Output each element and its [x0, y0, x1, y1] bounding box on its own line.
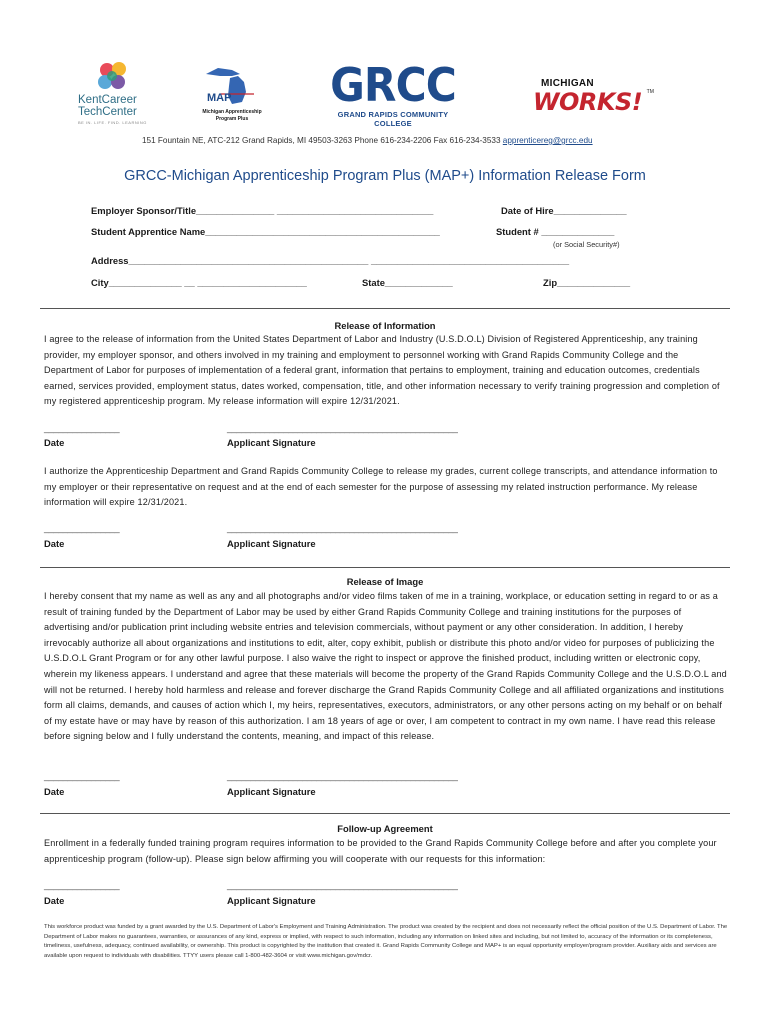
followup-paragraph: Enrollment in a federally funded training program requires information to be provided to the Grand Rapids Community College before and after you complete your apprenticeship program (follow-up). Please sign below affirming you will cooperate with our requests for this information: — [44, 838, 717, 864]
date-label: Date — [44, 895, 65, 906]
kent-career-techcenter-logo — [78, 60, 152, 125]
divider — [40, 813, 730, 814]
signature-label: Applicant Signature — [227, 786, 316, 797]
contact-text: 151 Fountain NE, ATC-212 Grand Rapids, MI 49503-3263 Phone 616-234-2206 Fax 616-234-3533 — [142, 136, 503, 145]
michigan-works-logo — [533, 78, 654, 116]
grcc-logo — [318, 60, 468, 128]
signature-line[interactable]: _________________________________________________ — [227, 523, 458, 533]
signature-line[interactable]: _________________________________________________ — [227, 423, 458, 433]
student-apprentice-name-field[interactable]: Student Apprentice Name_____________________________________________ — [91, 226, 440, 237]
kent-line1: KentCareer — [78, 94, 137, 106]
release-image-paragraph: I hereby consent that my name as well as any and all photographs and/or video films taken of me in a training, workplace, or education setting in regard to or as a result of training funded by the Department of Labor may be used by either Grand Rapids Community College and training institutions for the purposes of advertising and/or publication print including website entries and television commercials, without payment or any other consideration. In addition, I hereby irrevocably authorize all about organizations and institutions to edit, alter, copy exhibit, publish or distribute this photo and/or video for purposes of publicizing the U.S.D.O.L Grant Program or for any other lawful purpose. I also waive the right to inspect or approve the finished product, including written or electronic copy, wherein my likeness appears. I understand and agree that these materials will become the property of the Grand Rapids Community College and the U.S.D.O.L and will not be returned. I hereby hold harmless and release and forever discharge the Grand Rapids Community College and all affiliated organizations and institutions form all claims, demands, and causes of action which I, my heirs, representatives, executors, administrators, or any other persons acting on my behalf or on behalf of my estate have or may have by reason of this authorization. I am 18 years of age or over, I am competent to contract in my own name. I have read this release before signing below and I fully understand the contents, meaning, and impact of this release. — [44, 591, 727, 742]
date-label: Date — [44, 538, 65, 549]
date-label: Date — [44, 437, 65, 448]
mw-top: MICHIGAN — [541, 78, 594, 89]
date-of-hire-field[interactable]: Date of Hire______________ — [501, 205, 627, 216]
signature-label: Applicant Signature — [227, 437, 316, 448]
kent-tagline: BE IN. LIFE. FIND. LEARNING — [78, 120, 147, 125]
date-line[interactable]: ________________ — [44, 523, 120, 533]
employer-sponsor-field[interactable]: Employer Sponsor/Title_______________ ______________________________ — [91, 205, 434, 216]
signature-label: Applicant Signature — [227, 895, 316, 906]
mw-tm: TM — [646, 89, 654, 95]
date-label: Date — [44, 786, 65, 797]
mw-works: WORKS! — [533, 88, 643, 116]
transcripts-paragraph: I authorize the Apprenticeship Department and Grand Rapids Community College to release my grades, current college transcripts, and attendance information to my employer or their representative on request and at the end of each semester for the purpose of assessing my related instruction performance. My release information will expire 12/31/2021. — [44, 466, 718, 508]
signature-label: Applicant Signature — [227, 538, 316, 549]
form-title: GRCC-Michigan Apprenticeship Program Plus (MAP+) Information Release Form — [124, 168, 646, 184]
date-line[interactable]: ________________ — [44, 771, 120, 781]
date-line[interactable]: ________________ — [44, 423, 120, 433]
map-sub1: Michigan Apprenticeship — [202, 109, 262, 115]
ssn-note: (or Social Security#) — [553, 240, 620, 249]
release-information-title: Release of Information — [334, 320, 436, 331]
signature-line[interactable]: _________________________________________________ — [227, 771, 458, 781]
signature-line[interactable]: _________________________________________________ — [227, 880, 458, 890]
divider — [40, 567, 730, 568]
student-number-field[interactable]: Student # ______________ — [496, 226, 615, 237]
release-information-paragraph: I agree to the release of information from the United States Department of Labor and Industry (U.S.D.O.L) Division of Registered Apprenticeship, any training provider, my employer sponsor, and others involved in my training and employment to personnel working with Grand Rapids Community College and the Department of Labor for purposes of implementation of a federal grant, information that pertains to employment, training and education outcomes, credentials earned, services provided, employment status, dates worked, compensation, title, and other information necessary to verify training progression and completion of my registered apprenticeship program. My release information will expire 12/31/2021. — [44, 334, 720, 407]
grcc-subtitle: GRAND RAPIDS COMMUNITY COLLEGE — [337, 110, 449, 128]
map-sub2: Program Plus — [215, 116, 249, 122]
contact-line — [142, 136, 593, 145]
followup-title: Follow-up Agreement — [337, 823, 433, 834]
map-plus-logo — [198, 64, 266, 122]
zip-field[interactable]: Zip______________ — [543, 277, 631, 288]
contact-email-link[interactable]: apprenticereg@grcc.edu — [502, 136, 593, 145]
map-name: MAP — [207, 92, 232, 104]
date-line[interactable]: ________________ — [44, 880, 120, 890]
grcc-wordmark: GRCC — [330, 58, 456, 112]
city-field[interactable]: City______________ __ _____________________ — [91, 277, 307, 288]
divider — [40, 308, 730, 309]
release-image-title: Release of Image — [346, 576, 424, 587]
kent-line2: TechCenter — [78, 106, 137, 118]
state-field[interactable]: State_____________ — [362, 277, 453, 288]
address-field[interactable]: Address______________________________________________ ______________________________________ — [91, 255, 570, 266]
kent-flower-icon — [94, 60, 134, 94]
funding-disclaimer: This workforce product was funded by a grant awarded by the U.S. Department of Labor's Employment and Training Administration. The product was created by the recipient and does not necessarily reflect the official position of the U.S. Department of Labor. The Department of Labor makes no guarantees, warranties, or assurances of any kind, express or implied, with respect to such information, including any information on linked sites and including, but not limited to, accuracy of the information or its completeness, timeliness, usefulness, adequacy, continued availability, or ownership. This product is copyrighted by the institution that created it. Grand Rapids Community College and MAP+ is an equal opportunity employer/program provider. Auxiliary aids and services are available upon request to individuals with disabilities. TTYY users please call 1-800-482-3604 or visit www.michigan.gov/mdcr. — [44, 924, 728, 959]
